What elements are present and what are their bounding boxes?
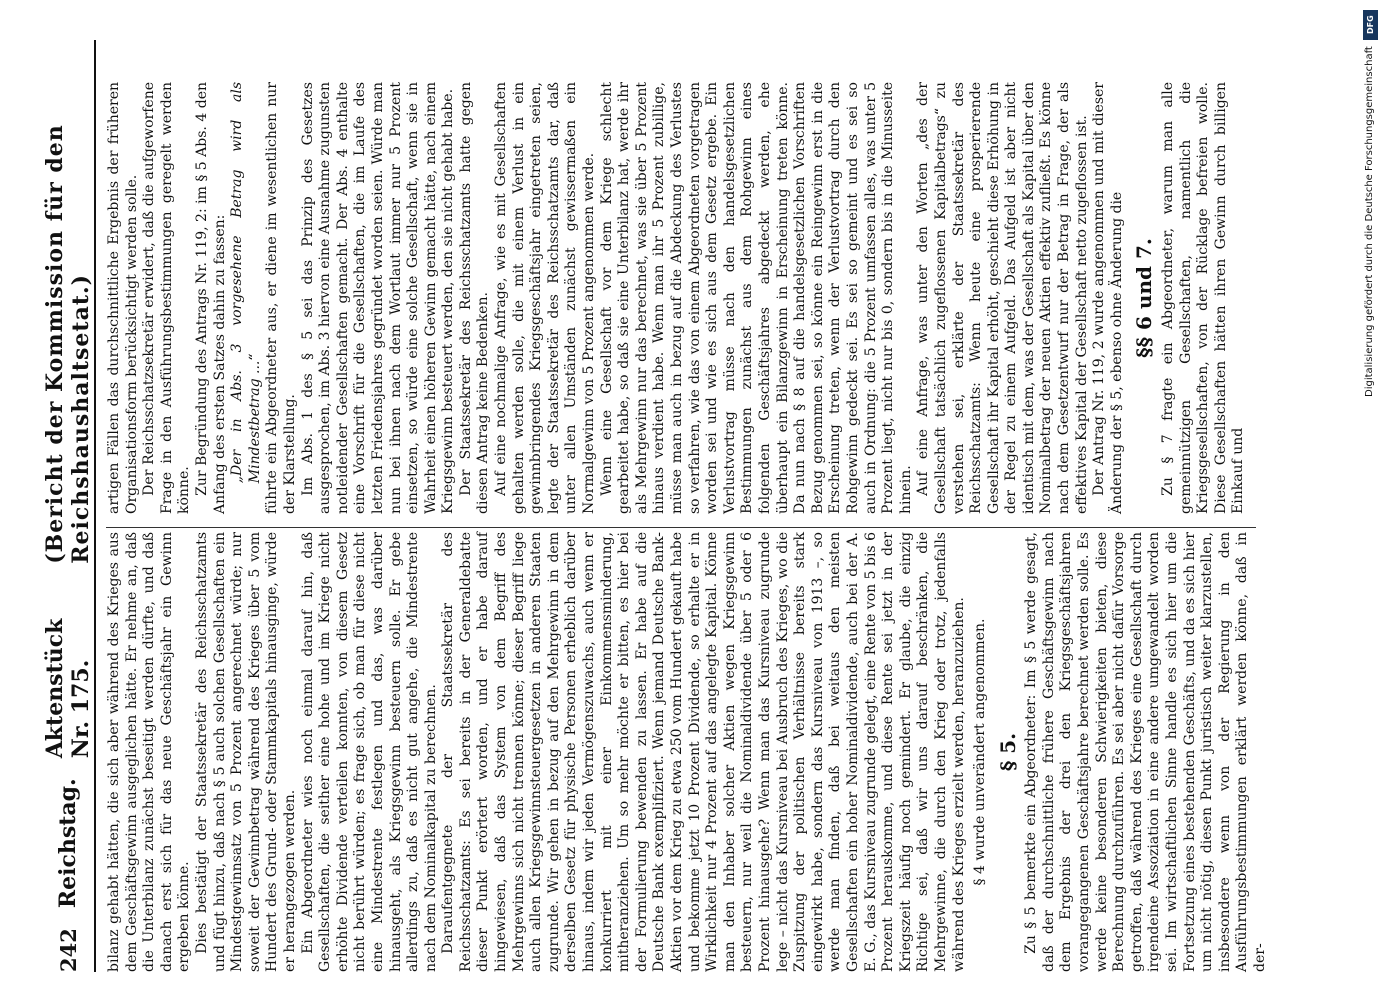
digitization-credit: Digitalisierung gefördert durch die Deutsche Forschungsgemeinschaft (1364, 46, 1375, 397)
paragraph: § 4 wurde unverändert angenommen. (972, 618, 989, 886)
running-header (42, 40, 94, 972)
right-column (106, 82, 1256, 514)
paragraph: Im Abs. 1 des § 5 sei das Prinzip des Gesetzes ausgesprochen, im Abs. 3 hiervon eine Ausnahme zugunsten notleidender Gesellschaften gemacht. Der Abs. 4 enthalte eine Vorschrift für die Gesellschaften, die im Laufe des letzten Friedensjahres gegründet worden seien. Würde man nun bei ihnen nach dem Wortlaut immer nur 5 Prozent einsetzen, so würde eine solche Gesellschaft, wenn sie in Wahrheit einen höheren Gewinn gemacht hätte, nach einem Kriegsgewinn besteuert werden, den sie nicht gehabt habe. (299, 82, 457, 514)
page-number: 242 (55, 928, 81, 972)
quotation: „Der in Abs. 3 vorgesehene Betrag wird als Mindestbetrag ...“ (229, 82, 263, 484)
paragraph: Zur Begründung des Antrags Nr. 119, 2: im § 5 Abs. 4 den Anfang des ersten Satzes dahin zu fassen: (193, 82, 228, 514)
paragraph: Wenn eine Gesellschaft vor dem Kriege schlecht gearbeitet habe, so daß sie eine Unterbilanz hat, werde ihr als Mehrgewinn nur das berechnet, was sie über 5 Prozent hinaus verdient habe. Wenn man ihr 5 Prozent zubillige, müsse man auch in bezug auf die Abdeckung des Verlustes so verfahren, wie das von einem Abgeordneten vorgetragen worden sei und wie es sich aus dem Gesetz ergebe. Ein Verlustvortrag müsse nach den handelsgesetzlichen Bestimmungen zunächst aus dem Rohgewinn eines folgenden Geschäftsjahres abgedeckt werden, ehe überhaupt ein Bilanzgewinn in Erscheinung treten könne. Da nun nach § 8 auf die handelsgesetzlichen Vorschriften Bezug genommen sei, so könne ein Reingewinn erst in die Erscheinung treten, wenn der Verlustvortrag durch den Rohgewinn gedeckt sei. Es sei so gemeint und es sei so auch in Ordnung: die 5 Prozent umfassen alles, was unter 5 Prozent liegt, nicht nur bis 0, sondern bis in die Minusseite hinein. (598, 82, 914, 514)
section-heading: §§ 6 und 7. (1132, 238, 1157, 358)
paragraph: Dies bestätigt der Staatssekretär des Reichsschatzamts und fügt hinzu, daß nach § 5 auch solchen Gesellschaften ein Mindestgewinnsatz von 5 Prozent angerechnet würde; nur soweit der Gewinnbetrag während des Krieges über 5 vom Hundert des Grund- oder Stammkapitals hinausginge, würde er herangezogen werden. (193, 532, 298, 972)
digitization-credit-strip (1360, 8, 1382, 988)
paragraph: artigen Fällen das durchschnittliche Ergebnis der früheren Organisationsform berücksichtigt werden solle. (106, 82, 140, 514)
paragraph: Daraufentgegnete der Staatssekretär des Reichsschatzamts: Es sei bereits in der Generaldebatte dieser Punkt erörtert worden, und er habe darauf hingewiesen, daß das System von dem Begriff des Mehrgewinns sich nicht trennen könne; dieser Begriff liege auch allen Kriegsgewinnsteuergesetzen in anderen Staaten zugrunde. Wir gehen in bezug auf den Mehrgewinn in dem derselben Gesetz für physische Personen erheblich darüber hinaus, indem wir jeden Vermögenszuwachs, auch wenn er konkurriert mit einer Einkommensminderung, mitheranziehen. Um so mehr möchte er bitten, es hier bei der Formulierung bewenden zu lassen. Er habe auf die Deutsche Bank exemplifiziert. Wenn jemand Deutsche Bank-Aktien vor dem Krieg zu etwa 250 vom Hundert gekauft habe und bekomme jetzt 10 Prozent Dividende, so erhalte er in Wirklichkeit nur 4 Prozent auf das angelegte Kapital. Könne man den Inhaber solcher Aktien wegen Kriegsgewinn besteuern, nur weil die Nominaldividende über 5 oder 6 Prozent hinausgehe? Wenn man das Kursniveau zugrunde lege – nicht das Kursniveau bei Ausbruch des Krieges, wo die Zuspitzung der politischen Verhältnisse bereits stark eingewirkt habe, sondern das Kursniveau von 1913 –, so werde man finden, daß bei weitaus den meisten Gesellschaften ein hoher Nominaldividende, auch bei der A. E. G., das Kursniveau zugrunde gelegt, eine Rente von 5 bis 6 Prozent herauskomme, und diese Rente sei jetzt in der Kriegszeit häufig noch gemindert. Er glaube, die einzig Richtige sei, daß wir uns darauf beschränken, die Mehrgewinne, die durch den Krieg oder trotz, jedenfalls während des Krieges erzielt werden, heranzuziehen. (440, 532, 967, 972)
paragraph: Auf eine nochmalige Anfrage, wie es mit Gesellschaften gehalten werden solle, die mit einem Verlust in ein gewinnbringendes Kriegsgeschäftsjahr eingetreten seien, legte der Staatssekretär des Reichsschatzamts dar, daß unter allen Umständen zunächst gewissermaßen ein Normalgewinn von 5 Prozent angenommen werde. (493, 82, 598, 514)
column-divider (106, 527, 1256, 528)
paragraph: Der Reichsschatzsekretär erwidert, daß die aufgeworfene Frage in den Ausführungsbestimmungen geregelt werden könne. (141, 82, 193, 514)
paragraph: Der Staatssekretär des Reichsschatzamts hatte gegen diesen Antrag keine Bedenken. (457, 82, 492, 514)
paragraph: Zu § 7 fragte ein Abgeordneter, warum man alle gemeinnützigen Gesellschaften, namentlich die Kriegsgesellschaften, von der Rücklage befreien wolle. Diese Gesellschaften hätten ihren Gewinn durch billigen Einkauf und (1160, 82, 1247, 514)
left-column (106, 531, 1268, 972)
header-rule (94, 40, 96, 972)
paragraph: führte ein Abgeordneter aus, er diene im wesentlichen nur der Klarstellung. (264, 82, 298, 514)
paragraph: bilanz gehabt hätten, die sich aber während des Krieges aus dem Geschäftsgewinn ausgeglichen hätte. Er nehme an, daß die Unterbilanz zunächst beseitigt werden dürfte, und daß danach erst sich für das neue Geschäftsjahr ein Gewinn ergeben könne. (106, 532, 193, 972)
paragraph: Auf eine Anfrage, was unter den Worten „des der Gesellschaft tatsächlich zugeflossenen Kapitalbetrags“ zu verstehen sei, erklärte der Staatssekretär des Reichsschatzamts: Wenn heute eine prosperierende Gesellschaft ihr Kapital erhöht, geschieht diese Erhöhung in der Regel zu einem Aufgeld. Das Aufgeld ist aber nicht identisch mit dem, was der Gesellschaft als Kapital über den Nominalbetrag der neuen Aktien effektiv zufließt. Es könne nach dem Gesetzentwurf nur der Betrag in Frage, der als effektives Kapital der Gesellschaft netto zugeflossen ist. (915, 82, 1090, 514)
dfg-logo: DFG (1363, 10, 1378, 40)
paragraph: Ein Abgeordneter wies noch einmal darauf hin, daß Gesellschaften, die seither eine hohe und im Kriege nicht erhöhte Dividende verteilen konnten, von diesem Gesetz nicht berührt würden; es frage sich, ob man für diese nicht eine Mindestrente festlegen und das, was darüber hinausgeht, als Kriegsgewinn besteuern solle. Er gebe allerdings zu, daß es nicht gut angehe, die Mindestrente nach dem Nominalkapital zu berechnen. (299, 532, 439, 972)
paragraph: Der Antrag Nr. 119, 2 wurde angenommen und mit dieser Änderung der § 5, ebenso ohne Änderung die (1091, 82, 1125, 514)
header-reichstag: Reichstag. (55, 778, 81, 909)
header-document-number: Aktenstück Nr. 175. (42, 618, 94, 759)
header-report-title: (Bericht der Kommission für den Reichshaushaltsetat.) (42, 124, 94, 564)
paragraph: Zu § 5 bemerkte ein Abgeordneter: Im § 5 werde gesagt, daß der durchschnittliche frühere Geschäftsgewinn nach dem Ergebnis der drei den Kriegsgeschäftsjahren vorangegangenen Geschäftsjahre berechnet werden solle. Es werde keine besonderen Schwierigkeiten bieten, diese Berechnung durchzuführen. Es sei aber nicht dafür Vorsorge getroffen, daß während des Krieges eine Gesellschaft durch irgendeine Assoziation in eine andere umgewandelt worden sei. Im wirtschaftlichen Sinne handle es sich hier um die Fortsetzung eines bestehenden Geschäfts, und da es sich hier um nicht nötig, diesen Punkt juristisch weiter klarzustellen, insbesondere wenn von der Regierung in den Ausführungsbestimmungen erklärt werden könne, daß in der- (1023, 531, 1268, 972)
section-heading: § 5. (995, 732, 1020, 772)
